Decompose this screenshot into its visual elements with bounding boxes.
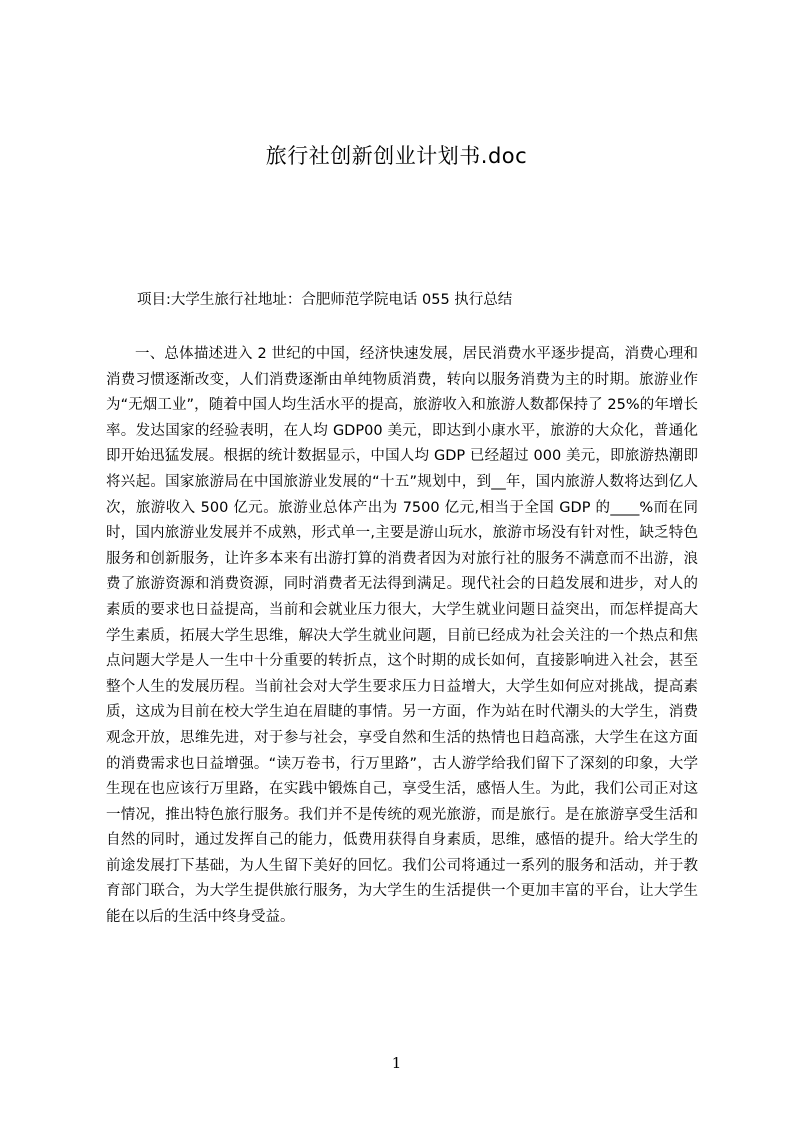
project-info-line: 项目:大学生旅行社地址：合肥师范学院电话 055 执行总结 <box>137 292 513 308</box>
page-number: 1 <box>391 1054 402 1072</box>
body-paragraph: 一、总体描述进入 2 世纪的中国，经济快速发展，居民消费水平逐步提高，消费心理和消费习惯逐渐改变，人们消费逐渐由单纯物质消费，转向以服务消费为主的时期。旅游业作为“无烟工业”，随着中国人均生活水平的提高，旅游收入和旅游人数都保持了 25%的年增长率。发达国家的经验表明，在人均 GDP00 美元，即达到小康水平，旅游的大众化，普通化即开始迅猛发展。根据的统计数据显示，中国人均 GDP 已经超过 000 美元，即旅游热潮即将兴起。国家旅游局在中国旅游业发展的“十五”规划中，到__年，国内旅游人数将达到亿人次，旅游收入 500 亿元。旅游业总体产出为 7500 亿元,相当于全国 GDP 的____%而在同时，国内旅游业发展并不成熟，形式单一,主要是游山玩水，旅游市场没有针对性，缺乏特色服务和创新服务，让许多本来有出游打算的消费者因为对旅行社的服务不满意而不出游，浪费了旅游资源和消费资源，同时消费者无法得到满足。现代社会的日趋发展和进步，对人的素质的要求也日益提高，当前和会就业压力很大，大学生就业问题日益突出，而怎样提高大学生素质，拓展大学生思维，解决大学生就业问题，目前已经成为社会关注的一个热点和焦点问题大学是人一生中十分重要的转折点，这个时期的成长如何，直接影响进入社会，甚至整个人生的发展历程。当前社会对大学生要求压力日益增大，大学生如何应对挑战，提高素质，这成为目前在校大学生迫在眉睫的事情。另一方面，作为站在时代潮头的大学生，消费观念开放，思维先进，对于参与社会，享受自然和生活的热情也日趋高涨，大学生在这方面的消费需求也日益增强。“读万卷书，行万里路”，古人游学给我们留下了深刻的印象，大学生现在也应该行万里路，在实践中锻炼自己，享受生活，感悟人生。为此，我们公司正对这一情况，推出特色旅行服务。我们并不是传统的观光旅游，而是旅行。是在旅游享受生活和自然的同时，通过发挥自己的能力，低费用获得自身素质，思维，感悟的提升。给大学生的前途发展打下基础，为人生留下美好的回忆。我们公司将通过一系列的服务和活动，并于教育部门联合，为大学生提供旅行服务，为大学生的生活提供一个更加丰富的平台，让大学生能在以后的生活中终身受益。 <box>106 346 698 926</box>
document-title: 旅行社创新创业计划书.doc <box>265 144 528 168</box>
